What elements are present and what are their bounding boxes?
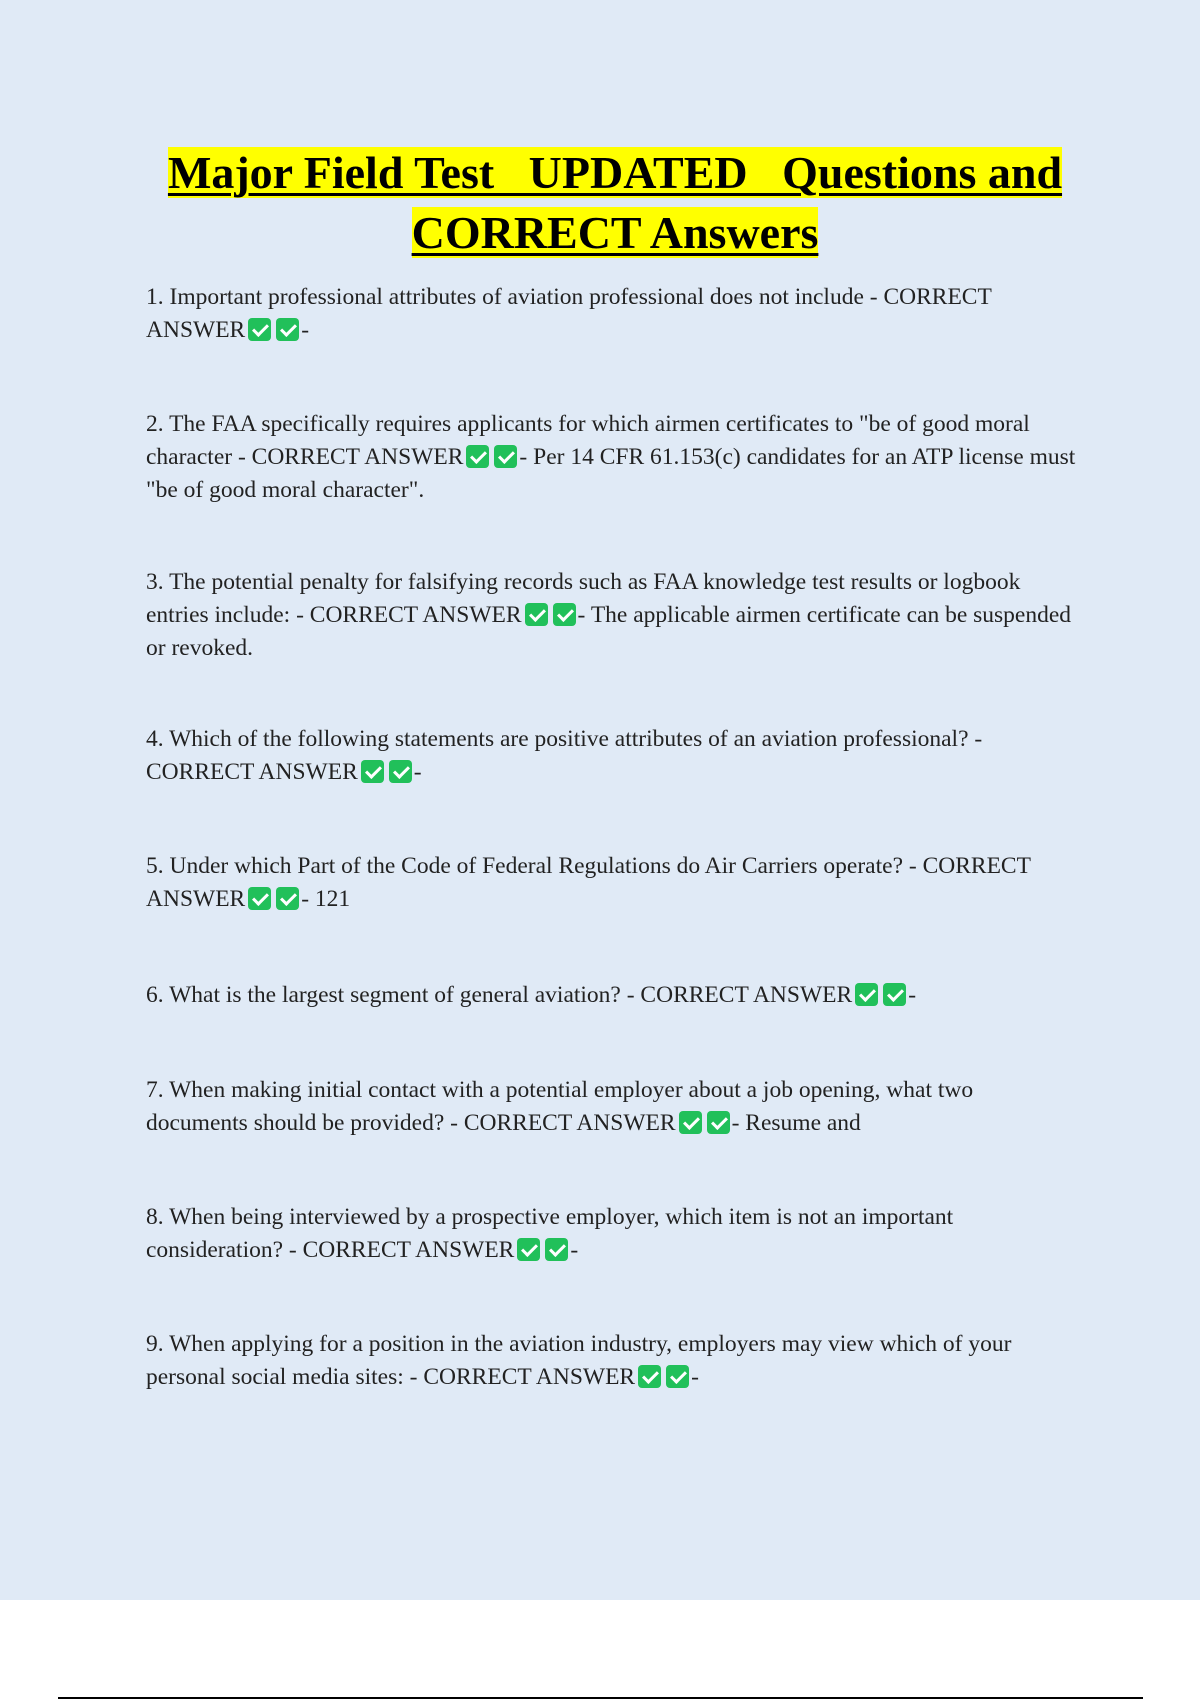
check-mark-icon — [525, 603, 548, 626]
check-mark-icon — [466, 445, 489, 468]
title-line-2: CORRECT Answers — [411, 207, 819, 258]
question-item-2 — [146, 408, 1076, 507]
answer-text: - — [691, 1364, 699, 1390]
question-number: 9. — [146, 1331, 164, 1357]
check-mark-icon — [638, 1365, 661, 1388]
page-divider — [58, 1697, 1143, 1699]
answer-text: - — [301, 317, 310, 343]
check-mark-icon — [855, 983, 878, 1006]
answer-text: - — [570, 1237, 579, 1263]
check-mark-icon — [248, 887, 271, 910]
check-mark-icon — [545, 1238, 568, 1261]
check-mark-icon — [517, 1238, 540, 1261]
question-item-4 — [146, 723, 1076, 789]
check-mark-icon — [666, 1365, 689, 1388]
answer-text: - 121 — [301, 886, 351, 912]
question-text: The FAA specifically requires applicants for which airmen certificates to "be of good moral character - CORRECT ANSWER — [146, 411, 1030, 470]
question-number: 4. — [146, 726, 164, 752]
question-item-6 — [146, 979, 1076, 1012]
answer-text: - Per 14 CFR 61.153(c) candidates for an ATP license must "be of good moral character". — [146, 444, 1076, 503]
answer-text: - The applicable airmen certificate can be suspended or revoked. — [146, 602, 1072, 661]
question-text: The potential penalty for falsifying records such as FAA knowledge test results or logbook entries include: - CORRECT ANSWER — [146, 569, 1021, 628]
question-text: Important professional attributes of aviation professional does not include - CORRECT ANSWER — [146, 284, 992, 343]
question-item-5 — [146, 850, 1076, 916]
question-text: Which of the following statements are positive attributes of an aviation professional? - CORRECT ANSWER — [146, 726, 983, 785]
check-mark-icon — [679, 1111, 702, 1134]
check-mark-icon — [389, 760, 412, 783]
check-mark-icon — [553, 603, 576, 626]
answer-text: - — [413, 759, 422, 785]
question-number: 1. — [146, 284, 164, 310]
question-item-9 — [146, 1328, 1076, 1394]
check-mark-icon — [248, 318, 271, 341]
question-number: 5. — [146, 853, 164, 879]
question-item-7 — [146, 1074, 1076, 1140]
question-number: 3. — [146, 569, 164, 595]
check-mark-icon — [276, 887, 299, 910]
question-text: When applying for a position in the aviation industry, employers may view which of your personal social media sites: - CORRECT ANSWER — [146, 1331, 1012, 1390]
question-number: 2. — [146, 411, 164, 437]
question-text: Under which Part of the Code of Federal Regulations do Air Carriers operate? - CORRECT ANSWER — [146, 853, 1031, 912]
question-text: What is the largest segment of general aviation? - CORRECT ANSWER — [169, 982, 853, 1008]
question-number: 7. — [146, 1077, 164, 1103]
answer-text: - Resume and — [731, 1110, 861, 1136]
question-item-1 — [146, 281, 1076, 347]
question-text: When being interviewed by a prospective employer, which item is not an important consideration? - CORRECT ANSWER — [146, 1204, 954, 1263]
check-mark-icon — [883, 983, 906, 1006]
answer-text: - — [908, 982, 917, 1008]
check-mark-icon — [361, 760, 384, 783]
document-title — [140, 143, 1090, 263]
check-mark-icon — [707, 1111, 730, 1134]
check-mark-icon — [494, 445, 517, 468]
question-text: When making initial contact with a potential employer about a job opening, what two documents should be provided? - CORRECT ANSWER — [146, 1077, 974, 1136]
question-number: 6. — [146, 982, 164, 1008]
question-item-3 — [146, 566, 1076, 665]
question-number: 8. — [146, 1204, 164, 1230]
title-line-1: Major Field Test UPDATED Questions and — [167, 147, 1063, 198]
question-item-8 — [146, 1201, 1076, 1267]
check-mark-icon — [276, 318, 299, 341]
